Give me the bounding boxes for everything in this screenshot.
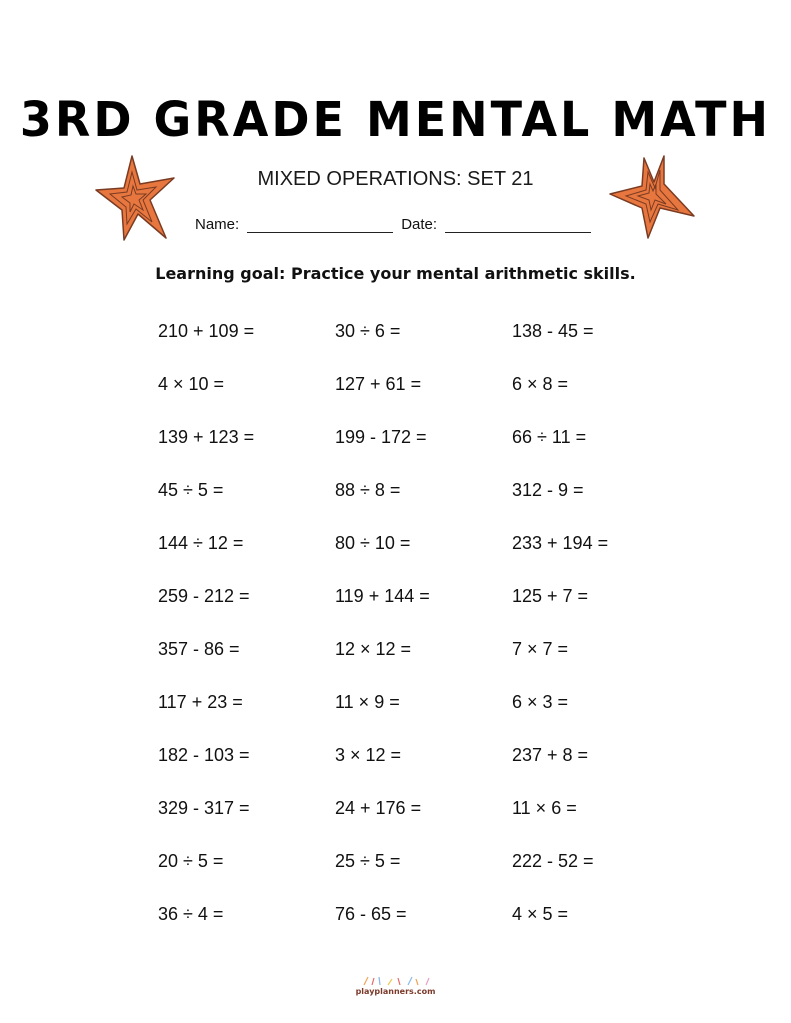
problem: 4 × 5 = xyxy=(512,904,569,924)
problem: 139 + 123 = xyxy=(158,427,255,447)
name-field[interactable] xyxy=(247,216,393,233)
problem: 222 - 52 = xyxy=(512,851,594,871)
problem: 233 + 194 = xyxy=(512,533,609,553)
problem: 20 ÷ 5 = xyxy=(158,851,224,871)
problem: 45 ÷ 5 = xyxy=(158,480,224,500)
problem: 11 × 9 = xyxy=(335,692,400,712)
problem-grid xyxy=(158,318,689,954)
problem: 12 × 12 = xyxy=(335,639,412,659)
logo-text: playplanners.com xyxy=(355,987,436,996)
problem: 11 × 6 = xyxy=(512,798,577,818)
problem: 66 ÷ 11 = xyxy=(512,427,587,447)
problem: 199 - 172 = xyxy=(335,427,427,447)
problem: 24 + 176 = xyxy=(335,798,422,818)
problem: 312 - 9 = xyxy=(512,480,584,500)
problem: 119 + 144 = xyxy=(335,586,430,606)
problem: 88 ÷ 8 = xyxy=(335,480,401,500)
problem: 6 × 8 = xyxy=(512,374,569,394)
problem: 144 ÷ 12 = xyxy=(158,533,244,553)
problem: 25 ÷ 5 = xyxy=(335,851,401,871)
problem: 30 ÷ 6 = xyxy=(335,321,401,341)
problem: 259 - 212 = xyxy=(158,586,250,606)
problem: 182 - 103 = xyxy=(158,745,250,765)
problem: 329 - 317 = xyxy=(158,798,250,818)
date-field[interactable] xyxy=(445,216,591,233)
problem: 237 + 8 = xyxy=(512,745,589,765)
name-label: Name: xyxy=(195,216,240,233)
sparkle-icon xyxy=(358,976,434,986)
footer-logo xyxy=(0,976,791,996)
problem: 76 - 65 = xyxy=(335,904,407,924)
problem: 210 + 109 = xyxy=(158,321,255,341)
worksheet-subtitle: MIXED OPERATIONS: SET 21 xyxy=(257,168,534,190)
problem: 7 × 7 = xyxy=(512,639,569,659)
problem: 6 × 3 = xyxy=(512,692,569,712)
problem: 117 + 23 = xyxy=(158,692,243,712)
problem: 138 - 45 = xyxy=(512,321,594,341)
student-info-fields xyxy=(195,216,599,233)
problem: 36 ÷ 4 = xyxy=(158,904,224,924)
worksheet-title: 3RD GRADE MENTAL MATH xyxy=(19,90,772,148)
problem: 3 × 12 = xyxy=(335,745,402,765)
learning-goal: Learning goal: Practice your mental arithmetic skills. xyxy=(155,264,636,283)
problem: 127 + 61 = xyxy=(335,374,422,394)
problem: 80 ÷ 10 = xyxy=(335,533,411,553)
problem: 357 - 86 = xyxy=(158,639,240,659)
date-label: Date: xyxy=(401,216,438,233)
problem: 4 × 10 = xyxy=(158,374,225,394)
problem: 125 + 7 = xyxy=(512,586,589,606)
